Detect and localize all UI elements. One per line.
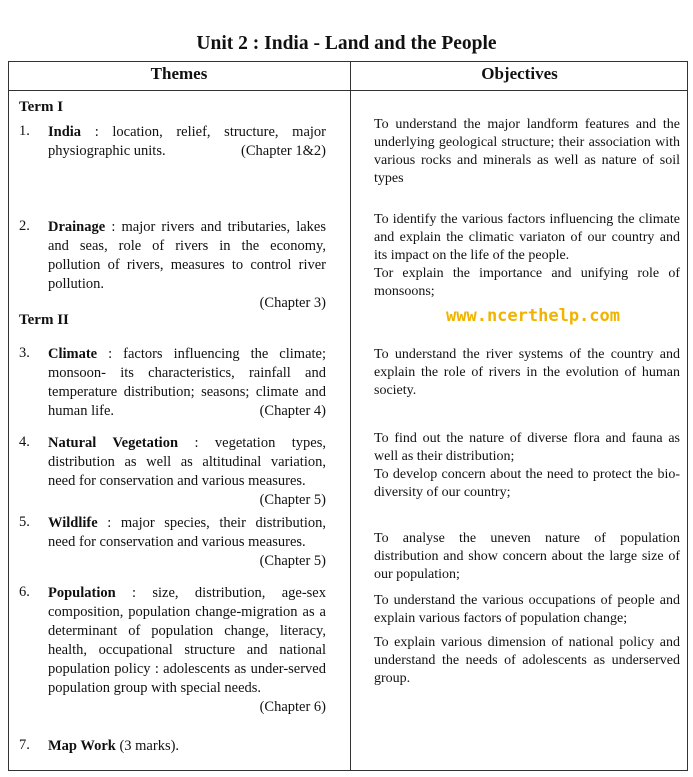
theme-title: India	[48, 124, 82, 140]
theme-title: Natural Vegetation	[48, 435, 179, 451]
watermark: www.ncerthelp.com	[446, 306, 620, 326]
theme-text: : factors influencing the climate; monsoon- its characteristics, rainfall and temperature distribution; seasons; climate and human life.	[48, 346, 326, 419]
chapter-ref: (Chapter 5)	[259, 553, 326, 569]
theme-number: 5.	[19, 514, 30, 530]
chapter-ref: (Chapter 4)	[259, 403, 326, 419]
theme-number: 2.	[19, 218, 30, 234]
page-title: Unit 2 : India - Land and the People	[196, 33, 497, 54]
theme-text: : size, distribution, age-sex composition, population change-migration as a determinant of population change, literacy, health, occupational structure and national population policy : adolescents as under-served population group with special needs.	[48, 585, 326, 696]
theme-title: Climate	[48, 346, 98, 362]
theme-text: : major species, their distribution, need for conservation and various measures.	[48, 515, 326, 550]
themes-header: Themes	[150, 64, 208, 83]
term-2-heading: Term II	[19, 312, 69, 328]
objective-occupations: To understand the various occupations of people and explain various factors of population change;	[374, 593, 680, 626]
theme-item-climate	[48, 345, 326, 421]
theme-text: (3 marks).	[115, 738, 180, 754]
theme-title: Population	[48, 585, 116, 601]
objective-rivers: To understand the river systems of the country and explain the role of rivers in the evolution of human society.	[374, 347, 680, 398]
objectives-header: Objectives	[481, 64, 558, 83]
theme-title: Drainage	[48, 219, 106, 235]
objective-national-policy: To explain various dimension of national policy and understand the needs of adolescents as underserved group.	[374, 635, 680, 686]
chapter-ref: (Chapter 3)	[259, 295, 326, 311]
theme-item-population	[48, 584, 326, 717]
theme-number: 1.	[19, 123, 30, 139]
theme-title: Map Work	[48, 738, 116, 754]
objective-population-distribution: To analyse the uneven nature of population distribution and show concern about the large size of our population;	[374, 531, 680, 582]
theme-item-natural-vegetation	[48, 434, 326, 510]
objective-biodiversity: To develop concern about the need to protect the bio-diversity of our country;	[374, 467, 680, 500]
theme-title: Wildlife	[48, 515, 98, 531]
theme-text: : major rivers and tributaries, lakes and seas, role of rivers in the economy, pollution of rivers, measures to control river pollution.	[48, 219, 326, 292]
theme-item-map-work	[48, 737, 326, 756]
objective-flora-fauna: To find out the nature of diverse flora and fauna as well as their distribution;	[374, 431, 680, 464]
theme-number: 3.	[19, 345, 30, 361]
objective-monsoons: Tor explain the importance and unifying role of monsoons;	[374, 266, 680, 299]
theme-text: : vegetation types, distribution as well as altitudinal variation, need for conservation and various measures.	[48, 435, 326, 489]
header-divider	[8, 90, 688, 91]
chapter-ref: (Chapter 5)	[259, 492, 326, 508]
theme-number: 7.	[19, 737, 30, 753]
objective-climate: To identify the various factors influencing the climate and explain the climatic variaton of our country and its impact on the life of the people.	[374, 212, 680, 263]
chapter-ref: (Chapter 6)	[259, 699, 326, 715]
column-divider	[350, 61, 351, 771]
theme-item-wildlife	[48, 514, 326, 571]
theme-item-india	[48, 123, 326, 161]
theme-item-drainage	[48, 218, 326, 313]
term-1-heading: Term I	[19, 99, 64, 115]
chapter-ref: (Chapter 1&2)	[241, 143, 326, 159]
theme-number: 4.	[19, 434, 30, 450]
objective-landforms: To understand the major landform features and the underlying geological structure; their association with various rocks and minerals as well as nature of soil types	[374, 117, 680, 186]
theme-text: : location, relief, structure, major physiographic units.	[48, 124, 326, 159]
theme-number: 6.	[19, 584, 30, 600]
